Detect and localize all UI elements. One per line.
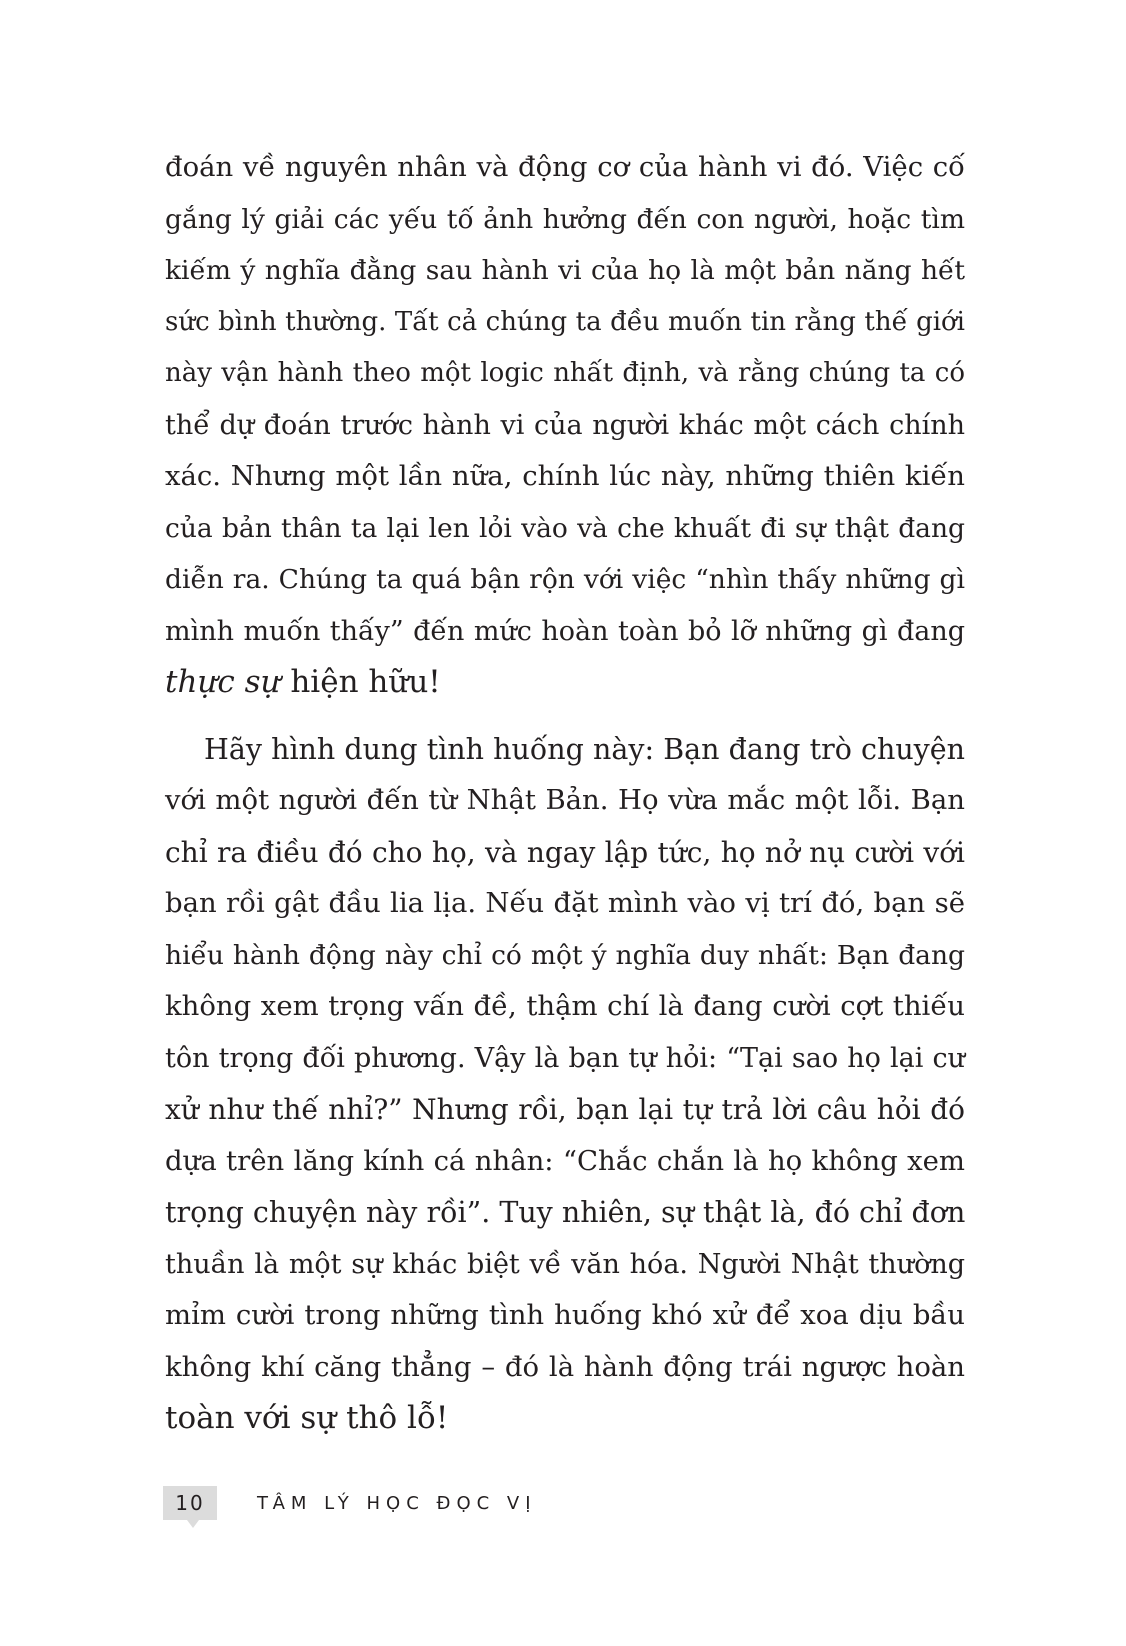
text-line: xác. Nhưng một lần nữa, chính lúc này, những thiên kiến xyxy=(165,460,965,492)
text-line: của bản thân ta lại len lỏi vào và che khuất đi sự thật đang xyxy=(165,512,965,544)
text-line: hiểu hành động này chỉ có một ý nghĩa duy nhất: Bạn đang xyxy=(165,939,965,971)
text-line: mỉm cười trong những tình huống khó xử để xoa dịu bầu xyxy=(165,1299,965,1331)
emphasis-text: thực sự xyxy=(165,664,281,700)
text-line: trọng chuyện này rồi”. Tuy nhiên, sự thật là, đó chỉ đơn xyxy=(165,1196,966,1229)
text-line-first: Hãy hình dung tình huống này: Bạn đang trò chuyện xyxy=(204,732,965,766)
text-line: bạn rồi gật đầu lia lịa. Nếu đặt mình vào vị trí đó, bạn sẽ xyxy=(165,887,965,919)
text-line: xử như thế nhỉ?” Nhưng rồi, bạn lại tự trả lời câu hỏi đó xyxy=(165,1093,965,1126)
paragraph-2 xyxy=(165,724,965,1445)
text-line: diễn ra. Chúng ta quá bận rộn với việc “nhìn thấy những gì xyxy=(165,564,965,595)
text-line: tôn trọng đối phương. Vậy là bạn tự hỏi: “Tại sao họ lại cư xyxy=(165,1042,965,1074)
text-line: thể dự đoán trước hành vi của người khác một cách chính xyxy=(165,409,965,441)
running-title: TÂM LÝ HỌC ĐỌC VỊ xyxy=(257,1492,537,1514)
text-line: với một người đến từ Nhật Bản. Họ vừa mắc một lỗi. Bạn xyxy=(165,784,965,816)
text-line: chỉ ra điều đó cho họ, và ngay lập tức, họ nở nụ cười với xyxy=(165,835,965,869)
text-line: đoán về nguyên nhân và động cơ của hành vi đó. Việc cố xyxy=(165,151,965,183)
text-line: gắng lý giải các yếu tố ảnh hưởng đến con người, hoặc tìm xyxy=(165,203,965,235)
page-number-tab xyxy=(163,1486,217,1520)
text-line: không xem trọng vấn đề, thậm chí là đang cười cợt thiếu xyxy=(165,990,965,1022)
text-line: sức bình thường. Tất cả chúng ta đều muốn tin rằng thế giới xyxy=(165,306,965,337)
text-line: kiếm ý nghĩa đằng sau hành vi của họ là một bản năng hết xyxy=(165,255,965,286)
text-line-last: toàn với sự thô lỗ! xyxy=(165,1400,449,1436)
text-line: không khí căng thẳng – đó là hành động trái ngược hoàn xyxy=(165,1350,965,1383)
text-line: thuần là một sự khác biệt về văn hóa. Người Nhật thường xyxy=(165,1248,965,1280)
text-line: mình muốn thấy” đến mức hoàn toàn bỏ lỡ những gì đang xyxy=(165,615,965,647)
body-text xyxy=(165,142,965,1445)
text-fragment: hiện hữu! xyxy=(280,664,441,700)
text-line: dựa trên lăng kính cá nhân: “Chắc chắn là họ không xem xyxy=(165,1144,965,1177)
text-line-last xyxy=(165,657,965,709)
paragraph-1 xyxy=(165,142,965,709)
text-line: này vận hành theo một logic nhất định, và rằng chúng ta có xyxy=(165,358,965,388)
page-number: 10 xyxy=(175,1491,205,1515)
page-footer xyxy=(163,1483,537,1523)
